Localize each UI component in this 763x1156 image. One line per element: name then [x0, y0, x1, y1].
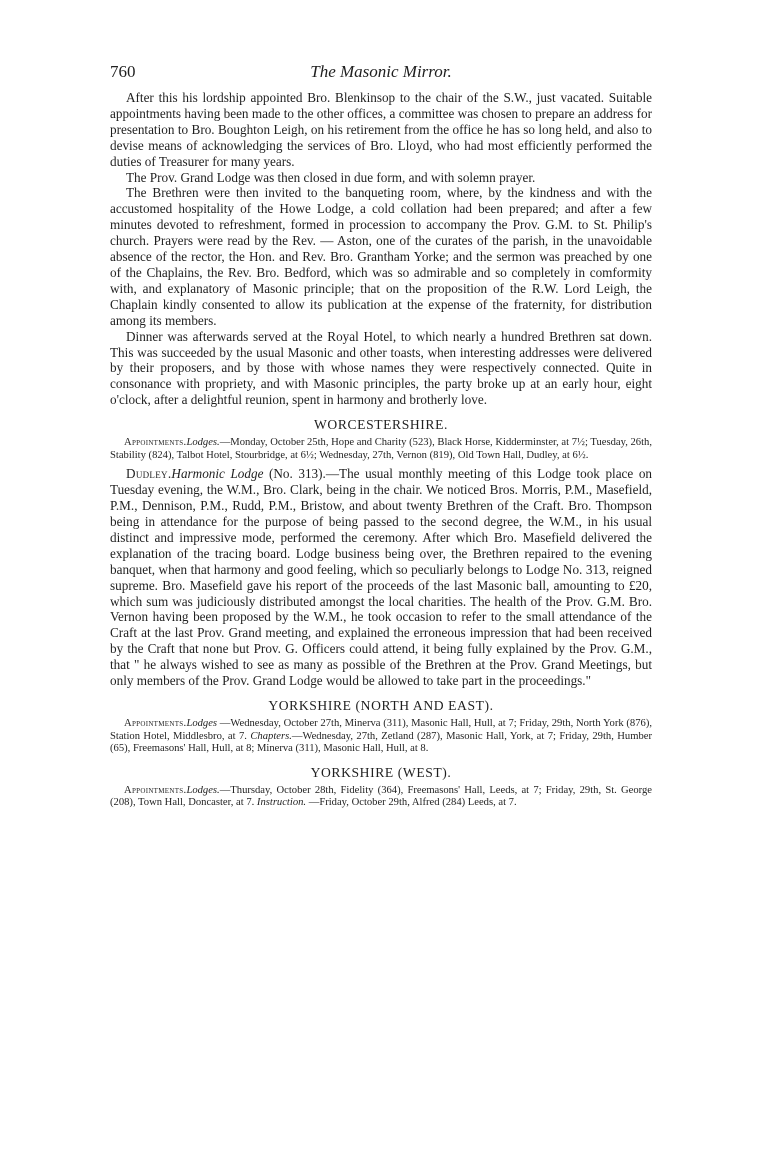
page-header — [110, 62, 652, 90]
appointments-text-chapters: —Wednesday, 27th, Zetland (287), Masonic Hall, York, at 7; Friday, 29th, Humber (65), Freemasons' Hall, Hull, at 8; Minerva (311), Masonic Hall, Hull, at 8. — [110, 730, 652, 755]
paragraph-dinner: Dinner was afterwards served at the Royal Hotel, to which nearly a hundred Brethren sat down. This was succeeded by the usual Masonic and other toasts, when interesting addresses were delivered by their proposers, and by those with whose names they were respectively connected. Quite in consonance with propriety, and with Masonic principles, the party broke up at an early hour, eight o'clock, after a delightful reunion, spent in harmony and brotherly love. — [110, 328, 652, 408]
lodges-label: Lodges — [186, 718, 218, 729]
section-worcestershire — [110, 417, 652, 689]
appointments-text-lodges: —Wednesday, October 27th, Minerva (311), Masonic Hall, Hull, at 7; Friday, 29th, North York (876), Station Hotel, Middlesbro, at 7. — [110, 718, 652, 742]
paragraph-banquet-church: The Brethren were then invited to the banqueting room, where, by the kindness and with the accustomed hospitality of the Howe Lodge, a cold collation had been prepared; and after a few minutes devoted to refreshment, formed in procession to accompany the Prov. G.M. to St. Philip's church. Prayers were read by the Rev. — Aston, one of the curates of the parish, in the unavoidable absence of the rector, the Hon. and Rev. Bro. Grantham Yorke; and the sermon was preached by one of the Chaplains, the Rev. Bro. Bedford, which was so admirable and so completely in comformity with, and explanatory of Masonic principle; that on the proposition of the R.W. Lord Leigh, the Chaplain kindly consented to allow its publication at the expense of the fraternity, for distribution among its members. — [110, 185, 652, 328]
running-title: The Masonic Mirror. — [310, 62, 452, 81]
appointments-text: —Monday, October 25th, Hope and Charity (523), Black Horse, Kidderminster, at 7½; Tuesday, 26th, Stability (824), Talbot Hotel, Stourbridge, at 6½; Wednesday, 27th, Vernon (819), Old Town Hall, Dudley, at 6½. — [110, 437, 652, 461]
appointments-yorkshire-west — [110, 785, 652, 810]
section-heading-yorkshire-west: YORKSHIRE (WEST). — [310, 764, 452, 780]
section-yorkshire-west — [110, 765, 652, 810]
dudley-text: (No. 313).—The usual monthly meeting of this Lodge took place on Tuesday evening, the W.M., Bro. Clark, being in the chair. We noticed Bros. Morris, P.M., Masefield, P.M., Dennison, P.M., Rudd, P.M., Bristow, and about twenty Brethren of the Craft. Bro. Thompson being in attendance for the purpose of being passed to the second degree, the W.M., in his usual distinct and impressive mode, performed the ceremony. After which Bro. Masefield delivered the explanation of the tracing board. Lodge business being over, the Brethren repaired to the evening banquet, when that harmony and good feeling, which so peculiarly belongs to Lodge No. 313, reigned supreme. Bro. Masefield gave his report of the proceeds of the last Masonic ball, amounting to £20, which sum was judiciously distributed amongst the local charities. The health of the Prov. G.M. Bro. Vernon having been proposed by the W.M., he took occasion to refer to the small attendance of the Craft at the last Prov. Grand meeting, and explained the erroneous impression that had been received by the Craft that none but Prov. G. Officers could attend, it being fully explained by the Prov. G.M., that " he always wished to see as many as possible of the Brethren at the Prov. Grand Meetings, but only members of the Prov. Grand Lodge would be allowed to take part in the proceedings." — [110, 466, 653, 689]
section-heading-yorkshire-north-east: YORKSHIRE (NORTH AND EAST). — [268, 698, 494, 713]
appointments-text-lodges: —Thursday, October 28th, Fidelity (364), Freemasons' Hall, Leeds, at 7; Friday, 29th, St. George (208), Town Hall, Doncaster, at 7. — [110, 784, 652, 809]
appointments-worcestershire — [110, 437, 652, 462]
lodges-label: Lodges. — [186, 784, 220, 796]
appointments-label: Appointments. — [124, 437, 187, 449]
instruction-label: Instruction. — [256, 797, 307, 809]
appointments-yorkshire-north-east — [110, 718, 652, 756]
appointments-label: Appointments. — [124, 718, 187, 729]
paragraph-dudley — [110, 466, 652, 689]
section-heading-worcestershire: WORCESTERSHIRE. — [314, 417, 448, 433]
paragraph-appointments: After this his lordship appointed Bro. Blenkinsop to the chair of the S.W., just vacated. Suitable appointments having been made to the other offices, a committee was chosen to prepare an address for presentation to Bro. Boughton Leigh, on his retirement from the office he has so long held, and also to devise means of acknowledging the services of Bro. Lloyd, who had most efficiently performed the duties of Treasurer for many years. — [110, 90, 652, 169]
lodges-label: Lodges. — [186, 437, 220, 449]
page-number: 760 — [110, 62, 136, 81]
appointments-text-instruction: —Friday, October 29th, Alfred (284) Leeds, at 7. — [306, 797, 517, 809]
magazine-page — [110, 62, 652, 814]
paragraph-lodge-closed: The Prov. Grand Lodge was then closed in due form, and with solemn prayer. — [126, 169, 536, 185]
section-yorkshire-north-east — [110, 698, 652, 756]
chapters-label: Chapters. — [250, 730, 292, 742]
harmonic-lodge-label: Harmonic Lodge — [171, 466, 264, 482]
appointments-label: Appointments. — [124, 784, 187, 796]
warwickshire-continuation — [110, 90, 652, 408]
dudley-label: Dudley. — [126, 466, 172, 482]
